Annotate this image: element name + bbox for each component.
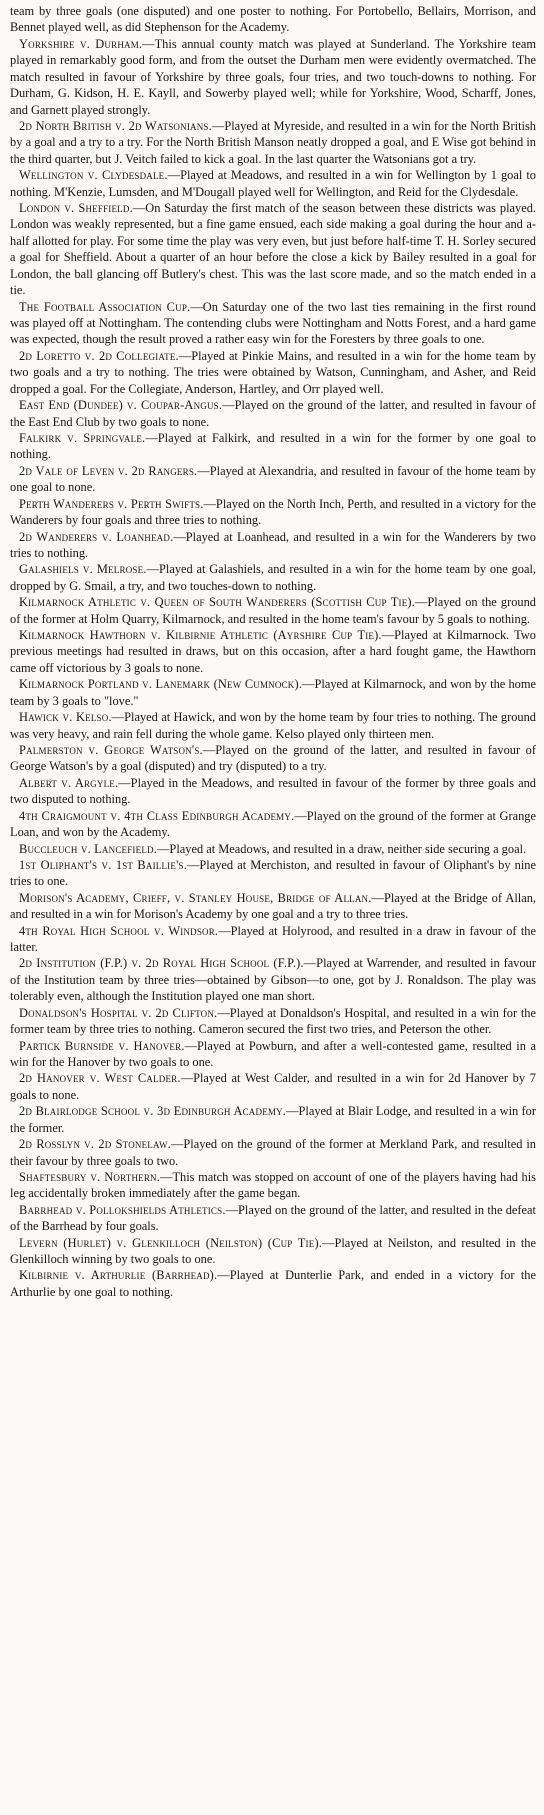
match-heading: 2d Vale of Leven v. 2d Rangers.: [19, 463, 198, 478]
match-heading: Shaftesbury v. Northern.: [19, 1169, 161, 1184]
match-text: —Played at Myreside, and resulted in a win for the North British by a goal and a try to a try. For the North British Manson neatly dropped a goal, and E Wise got behind in the third quarter, but J. Veitch failed to kick a goal. In the last quarter the Watsonians got a try.: [10, 118, 536, 166]
match-text: —Played at Holyrood, and resulted in a draw in favour of the latter.: [10, 923, 536, 955]
match-heading: Wellington v. Clydesdale.: [19, 168, 168, 183]
match-heading: East End (Dundee) v. Coupar-Angus.: [19, 398, 223, 413]
match-heading: London v. Sheffield.: [19, 201, 133, 216]
match-report: [10, 742, 536, 775]
match-report: [10, 857, 536, 890]
match-heading: 2d Institution (F.P.) v. 2d Royal High School (F.P.).: [19, 956, 304, 971]
match-report: [10, 676, 536, 709]
match-report: [10, 118, 536, 167]
match-text: —Played at Blair Lodge, and resulted in a win for the former.: [10, 1104, 536, 1135]
match-report: [10, 775, 536, 808]
match-report: [10, 397, 536, 430]
match-report: [10, 3, 536, 36]
match-heading: Levern (Hurlet) v. Glenkilloch (Neilston) (Cup Tie).: [19, 1235, 323, 1250]
match-text: —Played at West Calder, and resulted in a win for 2d Hanover by 7 goals to none.: [10, 1071, 536, 1102]
match-text: —Played at Alexandria, and resulted in favour of the home team by one goal to none.: [10, 463, 536, 495]
match-text: —Played on the ground of the latter, and resulted in favour of the East End Club by two goals to none.: [10, 398, 536, 429]
match-text: —Played at Dunterlie Park, and ended in a victory for the Arthurlie by one goal to nothing.: [10, 1268, 536, 1299]
match-report: [10, 496, 536, 529]
match-heading: Albert v. Argyle.: [19, 775, 119, 790]
match-text: —Played in the Meadows, and resulted in favour of the former by three goals and two disputed to nothing.: [10, 775, 536, 807]
match-heading: The Football Association Cup.: [19, 299, 191, 314]
match-report: [10, 955, 536, 1004]
match-report: [10, 890, 536, 923]
match-heading: Hawick v. Kelso.: [19, 710, 112, 725]
match-report: [10, 1169, 536, 1202]
match-report: [10, 808, 536, 841]
match-report: [10, 36, 536, 118]
match-text: —Played at Powburn, and after a well-contested game, resulted in a win for the Hanover by two goals to one.: [10, 1038, 536, 1069]
match-heading: Falkirk v. Springvale.: [19, 430, 146, 445]
match-heading: Partick Burnside v. Hanover.: [19, 1038, 185, 1053]
match-report: [10, 1038, 536, 1071]
match-report: [10, 561, 536, 594]
match-text: —Played at Meadows, and resulted in a win for Wellington by 1 goal to nothing. M'Kenzie, Lumsden, and M'Dougall played well for Wellington, and Reid for the Clydesdale.: [10, 168, 536, 199]
match-text: —Played on the ground of the former at Grange Loan, and won by the Academy.: [10, 808, 536, 840]
match-text: —Played at Donaldson's Hospital, and resulted in a win for the former team by three tries to nothing. Cameron secured the first two tries, and Peterson the other.: [10, 1005, 536, 1037]
match-heading: Kilmarnock Athletic v. Queen of South Wanderers (Scottish Cup Tie).: [19, 595, 416, 610]
match-text: —This annual county match was played at Sunderland. The Yorkshire team played in remarkably good form, and from the outset the Durham men were evidently overmatched. The match resulted in favour of Yorkshire by three goals, four tries, and two touch-downs to nothing. For Durham, G. Kidson, H. E. Kayll, and Sowerby played well; while for Yorkshire, Wood, Scharff, Jones, and Garnett played strongly.: [10, 36, 536, 117]
match-heading: 2d Wanderers v. Loanhead.: [19, 529, 174, 544]
match-text: —Played at Hawick, and won by the home team by four tries to nothing. The ground was very heavy, and rain fell during the whole game. Kelso played only thirteen men.: [10, 710, 536, 741]
match-report: [10, 923, 536, 956]
match-heading: 4th Royal High School v. Windsor.: [19, 923, 219, 938]
match-report: [10, 1202, 536, 1235]
match-text: —On Saturday one of the two last ties remaining in the first round was played off at Nottingham. The contending clubs were Nottingham and Notts Forest, and a hard game was expected, though the result proved a rather easy win for the Foresters by three goals to one.: [10, 299, 536, 347]
match-text: —Played at Neilston, and resulted in the Glenkilloch winning by two goals to one.: [10, 1235, 536, 1267]
match-report: [10, 167, 536, 200]
match-text: —Played on the North Inch, Perth, and resulted in a victory for the Wanderers by four goals and three tries to nothing.: [10, 496, 536, 528]
match-report: [10, 1136, 536, 1169]
match-text: —Played at Warrender, and resulted in favour of the Institution team by three tries—obtained by Gibson—to one, got by J. Ronaldson. The play was tolerably even, although the Institution played one man short.: [10, 956, 537, 1004]
match-text: —Played on the ground of the latter, and resulted in favour of George Watson's by a goal (disputed) and try (disputed) to a try.: [10, 742, 536, 774]
match-report: [10, 463, 536, 496]
match-text: —Played at Meadows, and resulted in a draw, neither side securing a goal.: [157, 841, 527, 856]
match-heading: 2d Rosslyn v. 2d Stonelaw.: [19, 1137, 171, 1152]
match-heading: 2d North British v. 2d Watsonians.: [19, 118, 212, 133]
match-report: [10, 1070, 536, 1103]
match-report: [10, 1235, 536, 1268]
match-text: —Played on the ground of the latter, and resulted in the defeat of the Barrhead by four goals.: [10, 1202, 536, 1234]
match-heading: Morison's Academy, Crieff, v. Stanley House, Bridge of Allan.: [19, 890, 372, 905]
match-report: [10, 1267, 536, 1300]
match-text: —Played at the Bridge of Allan, and resulted in a win for Morison's Academy by one goal and a try to three tries.: [10, 890, 536, 922]
match-heading: Kilmarnock Portland v. Lanemark (New Cumnock).: [19, 677, 303, 692]
match-heading: Yorkshire v. Durham.: [19, 36, 143, 51]
match-report: [10, 1103, 536, 1136]
match-heading: Barrhead v. Pollokshields Athletics.: [19, 1202, 226, 1217]
match-heading: 1st Oliphant's v. 1st Baillie's.: [19, 857, 187, 872]
match-report: [10, 1005, 536, 1038]
match-heading: Kilmarnock Hawthorn v. Kilbirnie Athletic (Ayrshire Cup Tie).: [19, 628, 382, 643]
match-heading: Galashiels v. Melrose.: [19, 562, 147, 577]
match-report: [10, 529, 536, 562]
match-text: —Played at Loanhead, and resulted in a win for the Wanderers by two tries to nothing.: [10, 529, 536, 560]
match-report: [10, 594, 536, 627]
match-report: [10, 348, 536, 397]
match-report: [10, 200, 536, 299]
match-text: team by three goals (one disputed) and one poster to nothing. For Portobello, Bellairs, Morrison, and Bennet played well, as did Stephenson for the Academy.: [10, 4, 536, 35]
match-heading: Palmerston v. George Watson's.: [19, 742, 203, 757]
match-heading: 2d Hanover v. West Calder.: [19, 1071, 181, 1086]
match-text: —Played at Galashiels, and resulted in a win for the home team by one goal, dropped by G. Smail, a try, and two touches-down to nothing.: [10, 562, 537, 593]
match-text: —Played at Merchiston, and resulted in favour of Oliphant's by nine tries to one.: [10, 857, 536, 889]
match-text: —Played at Kilmarnock. Two previous meetings had resulted in draws, but on this occasion, after a hard fought game, the Hawthorn came off victorious by 3 goals to none.: [10, 628, 536, 675]
match-report: [10, 709, 536, 742]
match-text: —Played at Kilmarnock, and won by the home team by 3 goals to "love.": [10, 677, 536, 708]
match-heading: Kilbirnie v. Arthurlie (Barrhead).: [19, 1268, 218, 1283]
match-report: [10, 299, 536, 348]
match-heading: Donaldson's Hospital v. 2d Clifton.: [19, 1005, 218, 1020]
match-text: —Played on the ground of the former at Merkland Park, and resulted in their favour by three goals to two.: [10, 1137, 536, 1168]
match-text: —Played on the ground of the former at Holm Quarry, Kilmarnock, and resulted in the home team's favour by 5 goals to nothing.: [10, 595, 536, 626]
match-text: —On Saturday the first match of the season between these districts was played. London was weakly represented, but a fine game ensued, each side making a goal during the hour and a-half allotted for play. For some time the play was very even, but just before half-time T. H. Sorley secured a goal for Sheffield. About a quarter of an hour before the close a kick by Bailey resulted in a goal for London, the ball glancing off Butlery's chest. This was the last score made, and so the match ended in a tie.: [10, 201, 536, 298]
match-heading: Buccleuch v. Lancefield.: [19, 841, 158, 856]
match-text: —This match was stopped on account of one of the players having had his leg accidentally broken immediately after the game began.: [10, 1169, 536, 1201]
match-report: [10, 430, 536, 463]
match-text: —Played at Falkirk, and resulted in a win for the former by one goal to nothing.: [10, 430, 536, 462]
match-heading: 2d Loretto v. 2d Collegiate.: [19, 348, 179, 363]
match-heading: 4th Craigmount v. 4th Class Edinburgh Academy.: [19, 808, 295, 823]
match-heading: 2d Blairlodge School v. 3d Edinburgh Academy.: [19, 1104, 287, 1119]
match-report: [10, 627, 536, 676]
match-report: [10, 841, 536, 857]
match-heading: Perth Wanderers v. Perth Swifts.: [19, 496, 204, 511]
match-text: —Played at Pinkie Mains, and resulted in a win for the home team by two goals and a try to nothing. The tries were obtained by Watson, Cunningham, and Asher, and Reid dropped a goal. For the Collegiate, Anderson, Hartley, and Orr played well.: [10, 348, 536, 396]
